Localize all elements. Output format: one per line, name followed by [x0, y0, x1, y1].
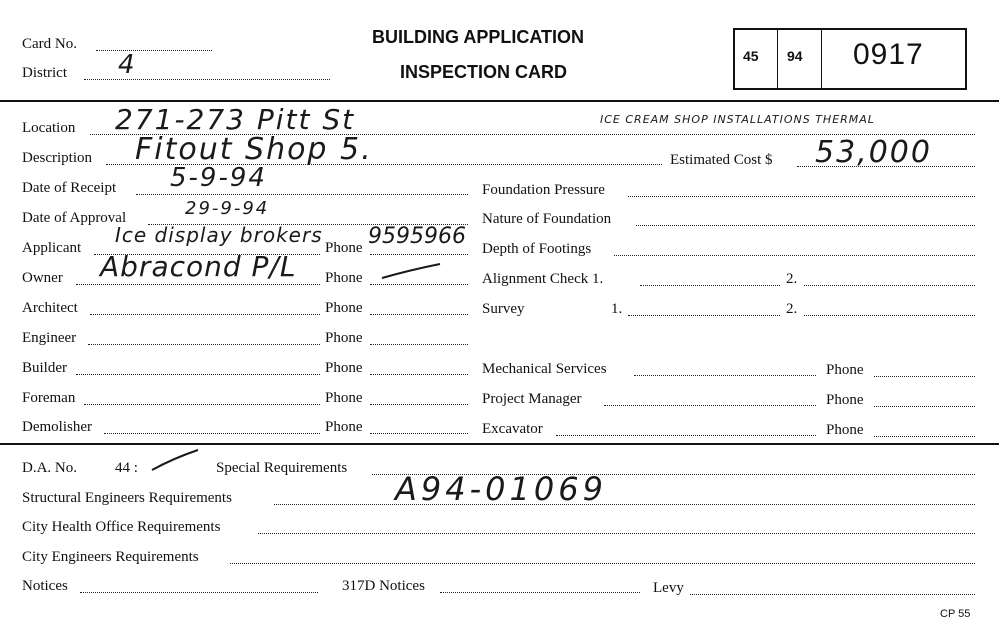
- builder-phone-dots: [370, 374, 468, 375]
- excavator-phone-dots: [874, 436, 975, 437]
- date-approval-value: 29-9-94: [185, 198, 270, 219]
- project-manager-phone-dots: [874, 406, 975, 407]
- architect-phone-dots: [370, 314, 468, 315]
- form-title-line2: INSPECTION CARD: [400, 62, 568, 82]
- applicant-phone-value: 9595966: [368, 224, 466, 249]
- survey-2-label: 2.: [786, 301, 798, 317]
- survey-1-dots: [628, 315, 780, 316]
- mechanical-phone-label: Phone: [826, 362, 864, 378]
- survey-1-label: 1.: [611, 301, 623, 317]
- project-manager-label: Project Manager: [482, 391, 582, 407]
- box-b-value: 94: [787, 48, 803, 64]
- structural-label: Structural Engineers Requirements: [22, 490, 232, 506]
- owner-phone-dots: [370, 284, 468, 285]
- applicant-label: Applicant: [22, 240, 82, 256]
- foreman-dots: [84, 404, 320, 405]
- city-health-label: City Health Office Requirements: [22, 519, 221, 535]
- alignment-check-2-dots: [804, 285, 975, 286]
- date-receipt-dots: [136, 194, 468, 195]
- depth-footings-label: Depth of Footings: [482, 241, 592, 257]
- form-title-line1: BUILDING APPLICATION: [372, 27, 584, 47]
- box-divider: [777, 30, 778, 88]
- structural-dots: [274, 504, 975, 505]
- foreman-label: Foreman: [22, 390, 76, 406]
- district-label: District: [22, 65, 67, 81]
- foundation-pressure-label: Foundation Pressure: [482, 182, 605, 198]
- notices-317d-label: 317D Notices: [342, 578, 425, 594]
- owner-label: Owner: [22, 270, 63, 286]
- date-receipt-label: Date of Receipt: [22, 180, 117, 196]
- notices-dots: [80, 592, 318, 593]
- builder-phone-label: Phone: [325, 360, 363, 376]
- da-no-slash-mark: [150, 448, 200, 472]
- demolisher-dots: [104, 433, 320, 434]
- builder-dots: [76, 374, 320, 375]
- mechanical-phone-dots: [874, 376, 975, 377]
- demolisher-label: Demolisher: [22, 419, 92, 435]
- mechanical-services-dots: [634, 375, 816, 376]
- location-value: 271-273 Pitt St: [115, 103, 356, 136]
- foreman-phone-dots: [370, 404, 468, 405]
- da-no-value: 44 :: [115, 460, 138, 476]
- excavator-dots: [556, 435, 816, 436]
- project-manager-phone-label: Phone: [826, 392, 864, 408]
- architect-dots: [90, 314, 320, 315]
- depth-footings-dots: [614, 255, 975, 256]
- levy-dots: [690, 594, 975, 595]
- location-label: Location: [22, 120, 76, 136]
- engineer-phone-label: Phone: [325, 330, 363, 346]
- footer-rule: [0, 443, 999, 445]
- alignment-check-2-label: 2.: [786, 271, 798, 287]
- box-divider: [821, 30, 822, 88]
- engineer-label: Engineer: [22, 330, 77, 346]
- date-receipt-value: 5-9-94: [170, 163, 267, 193]
- builder-label: Builder: [22, 360, 67, 376]
- special-requirements-label: Special Requirements: [216, 460, 348, 476]
- card-number: 0917: [853, 38, 924, 71]
- applicant-phone-dots: [370, 254, 468, 255]
- city-health-dots: [258, 533, 975, 534]
- alignment-check-label: Alignment Check 1.: [482, 271, 604, 287]
- district-value: 4: [118, 50, 137, 80]
- form-code: CP 55: [940, 608, 971, 620]
- demolisher-phone-label: Phone: [325, 419, 363, 435]
- owner-value: Abracond P/L: [100, 250, 297, 283]
- excavator-label: Excavator: [482, 421, 543, 437]
- city-engineers-label: City Engineers Requirements: [22, 549, 199, 565]
- engineer-dots: [88, 344, 320, 345]
- survey-2-dots: [804, 315, 975, 316]
- owner-dots: [76, 284, 320, 285]
- foreman-phone-label: Phone: [325, 390, 363, 406]
- description-value: Fitout Shop 5.: [135, 132, 373, 167]
- structural-value: A94-01069: [395, 470, 607, 508]
- project-manager-dots: [604, 405, 816, 406]
- alignment-check-1-dots: [640, 285, 780, 286]
- survey-label: Survey: [482, 301, 525, 317]
- notices-label: Notices: [22, 578, 68, 594]
- foundation-pressure-dots: [628, 196, 975, 197]
- box-a-value: 45: [743, 48, 759, 64]
- nature-foundation-label: Nature of Foundation: [482, 211, 612, 227]
- card-no-label: Card No.: [22, 36, 77, 52]
- architect-label: Architect: [22, 300, 78, 316]
- architect-phone-label: Phone: [325, 300, 363, 316]
- header-rule: [0, 100, 999, 102]
- owner-phone-dash-mark: [380, 262, 442, 282]
- estimated-cost-value: 53,000: [815, 135, 932, 170]
- estimated-cost-label: Estimated Cost $: [670, 152, 773, 168]
- excavator-phone-label: Phone: [826, 422, 864, 438]
- demolisher-phone-dots: [370, 433, 468, 434]
- date-approval-label: Date of Approval: [22, 210, 127, 226]
- nature-foundation-dots: [636, 225, 975, 226]
- card-no-dots: [96, 50, 212, 51]
- mechanical-services-label: Mechanical Services: [482, 361, 607, 377]
- notices-317d-dots: [440, 592, 640, 593]
- description-label: Description: [22, 150, 92, 166]
- location-note: ICE CREAM SHOP INSTALLATIONS THERMAL: [600, 113, 875, 126]
- applicant-phone-label: Phone: [325, 240, 363, 256]
- owner-phone-label: Phone: [325, 270, 363, 286]
- levy-label: Levy: [653, 580, 684, 596]
- applicant-value: Ice display brokers: [115, 223, 323, 247]
- city-engineers-dots: [230, 563, 975, 564]
- engineer-phone-dots: [370, 344, 468, 345]
- card-number-box: [733, 28, 967, 90]
- da-no-label: D.A. No.: [22, 460, 77, 476]
